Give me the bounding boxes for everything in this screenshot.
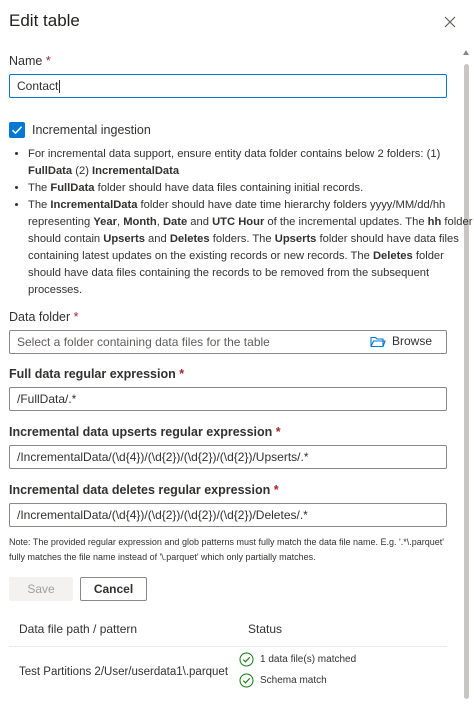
required-mark: *	[179, 367, 185, 381]
scroll-up-arrow-icon[interactable]	[463, 50, 469, 55]
checkmark-icon	[9, 122, 25, 138]
help-bullet: • The IncrementalData folder should have date time hierarchy folders yyyy/MM/dd/hh representing Year, Month, Date and UTC Hour of the incremental updates. The hh folder should contain Upserts and Deletes folders. The Upserts folder should have data files containing latest updates on the existing records or new records. The Deletes folder should have data files containing the records to be removed from the subsequent processes.	[28, 197, 474, 299]
close-icon[interactable]	[440, 12, 460, 32]
name-input[interactable]: Contact	[9, 74, 447, 98]
incremental-help-list	[9, 146, 474, 299]
help-bullet: • The FullData folder should have data files containing initial records.	[28, 180, 474, 197]
required-mark: *	[73, 310, 79, 324]
full-regex-label: Full data regular expression *	[9, 367, 185, 381]
column-header-path: Data file path / pattern	[19, 622, 138, 636]
incremental-ingestion-label: Incremental ingestion	[32, 123, 151, 137]
deletes-regex-input[interactable]: /IncrementalData/(\d{4})/(\d{2})/(\d{2})/(\d{2})/Deletes/.*	[9, 503, 447, 527]
cancel-button[interactable]: Cancel	[80, 577, 147, 601]
check-circle-icon	[239, 652, 254, 667]
data-folder-label: Data folder *	[9, 310, 79, 324]
upserts-regex-label: Incremental data upserts regular expression *	[9, 425, 281, 439]
regex-note: Note: The provided regular expression and glob patterns must fully match the data file name. E.g. '.*\.parquet' fully matches the file name instead of '\.parquet' which only partially matches.	[9, 537, 445, 562]
upserts-regex-input[interactable]: /IncrementalData/(\d{4})/(\d{2})/(\d{2})/(\d{2})/Upserts/.*	[9, 445, 447, 469]
data-folder-input[interactable]	[9, 330, 447, 354]
browse-button[interactable]: Browse	[370, 334, 432, 348]
required-mark: *	[273, 483, 279, 497]
help-bullet: • For incremental data support, ensure entity data folder contains below 2 folders: (1) FullData (2) IncrementalData	[28, 146, 474, 180]
status-schema-match: Schema match	[239, 673, 327, 688]
required-mark: *	[45, 54, 51, 68]
text-cursor	[59, 80, 60, 93]
deletes-regex-label: Incremental data deletes regular expression *	[9, 483, 279, 497]
folder-icon	[370, 335, 386, 348]
full-regex-input[interactable]: /FullData/.*	[9, 387, 447, 411]
data-folder-placeholder: Select a folder containing data files for the table	[17, 335, 270, 349]
table-row-path: Test Partitions 2/User/userdata1\.parquet	[19, 666, 229, 678]
check-circle-icon	[239, 673, 254, 688]
panel-title: Edit table	[9, 11, 80, 30]
incremental-ingestion-checkbox[interactable]	[9, 122, 25, 138]
save-button[interactable]: Save	[9, 577, 73, 601]
column-header-status: Status	[248, 622, 283, 636]
table-divider	[9, 646, 447, 647]
required-mark: *	[275, 425, 281, 439]
status-files-matched: 1 data file(s) matched	[239, 652, 356, 667]
name-label: Name *	[9, 54, 51, 68]
